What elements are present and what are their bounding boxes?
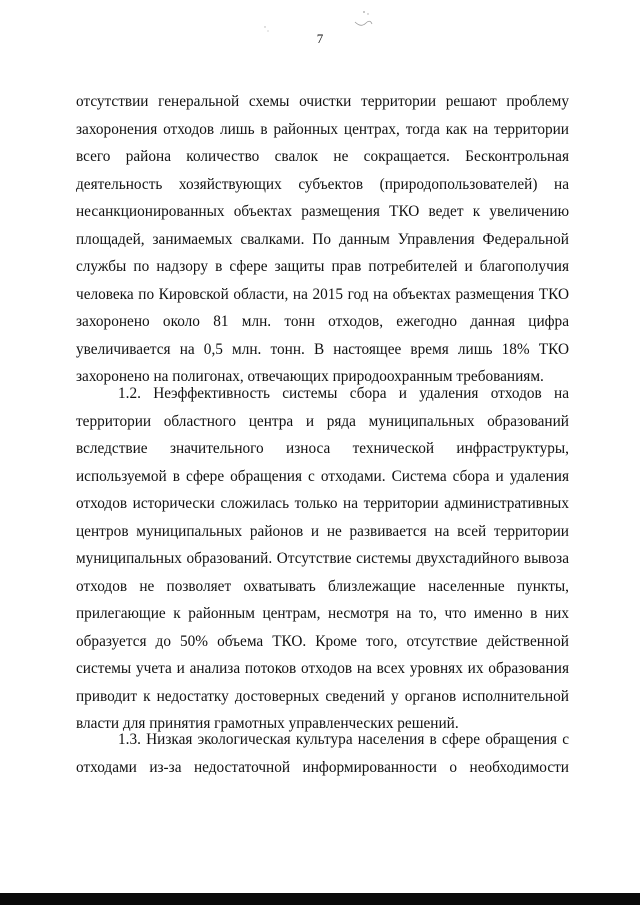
text-line: захоронено на полигонах, отвечающих природоохранным требованиям. (76, 368, 544, 385)
text-line: муниципальных образований. Отсутствие системы двухстадийного вывоза (76, 550, 569, 567)
scan-artifact-specks (262, 24, 272, 34)
scan-bottom-edge (0, 893, 640, 905)
text-line: образуется до 50% объема ТКО. Кроме того, отсутствие действенной (76, 632, 569, 650)
text-line: территории областного центра и ряда муниципальных образований (76, 412, 569, 430)
text-line: власти для принятия грамотных управленческих решений. (76, 715, 459, 732)
text-line: системы учета и анализа потоков отходов на всех уровнях их образования (76, 660, 569, 677)
text-line: площадей, занимаемых свалками. По данным Управления Федеральной (76, 230, 569, 248)
text-line: захоронения отходов лишь в районных центрах, тогда как на территории (76, 120, 569, 138)
text-line: отходов не позволяет охватывать близлежащие населенные пункты, (76, 577, 569, 595)
text-line: используемой в сфере обращения с отходами. Система сбора и удаления (76, 467, 569, 485)
scan-artifact-mark (352, 8, 374, 34)
paragraph-1-2 (76, 380, 569, 738)
text-line: 1.3. Низкая экологическая культура населения в сфере обращения с (118, 731, 569, 748)
text-line: увеличивается на 0,5 млн. тонн. В настоящее время лишь 18% ТКО (76, 340, 569, 358)
paragraph-continuation (76, 88, 569, 391)
text-line: несанкционированных объектах размещения ТКО ведет к увеличению (76, 203, 569, 220)
text-line: 1.2. Неэффективность системы сбора и удаления отходов на (118, 385, 569, 402)
text-line: службы по надзору в сфере защиты прав потребителей и благополучия (76, 258, 569, 275)
text-line: захоронено около 81 млн. тонн отходов, ежегодно данная цифра (76, 313, 569, 330)
text-line: вследствие значительного износа технической инфраструктуры, (76, 440, 569, 457)
text-line: деятельность хозяйствующих субъектов (природопользователей) на (76, 175, 569, 193)
text-line: отходов исторически сложилась только на территории административных (76, 495, 569, 512)
text-line: отходами из-за недостаточной информированности о необходимости (76, 758, 569, 776)
text-line: приводит к недостатку достоверных сведений у органов исполнительной (76, 687, 569, 705)
paragraph-1-3 (76, 726, 569, 781)
text-line: всего района количество свалок не сокращается. Бесконтрольная (76, 148, 569, 165)
text-line: прилегающие к районным центрам, несмотря на то, что именно в них (76, 605, 569, 622)
page-number: 7 (316, 31, 324, 46)
text-line: человека по Кировской области, на 2015 год на объектах размещения ТКО (76, 285, 569, 303)
text-line: центров муниципальных районов и не развивается на всей территории (76, 522, 569, 540)
text-line: отсутствии генеральной схемы очистки территории решают проблему (76, 93, 569, 110)
